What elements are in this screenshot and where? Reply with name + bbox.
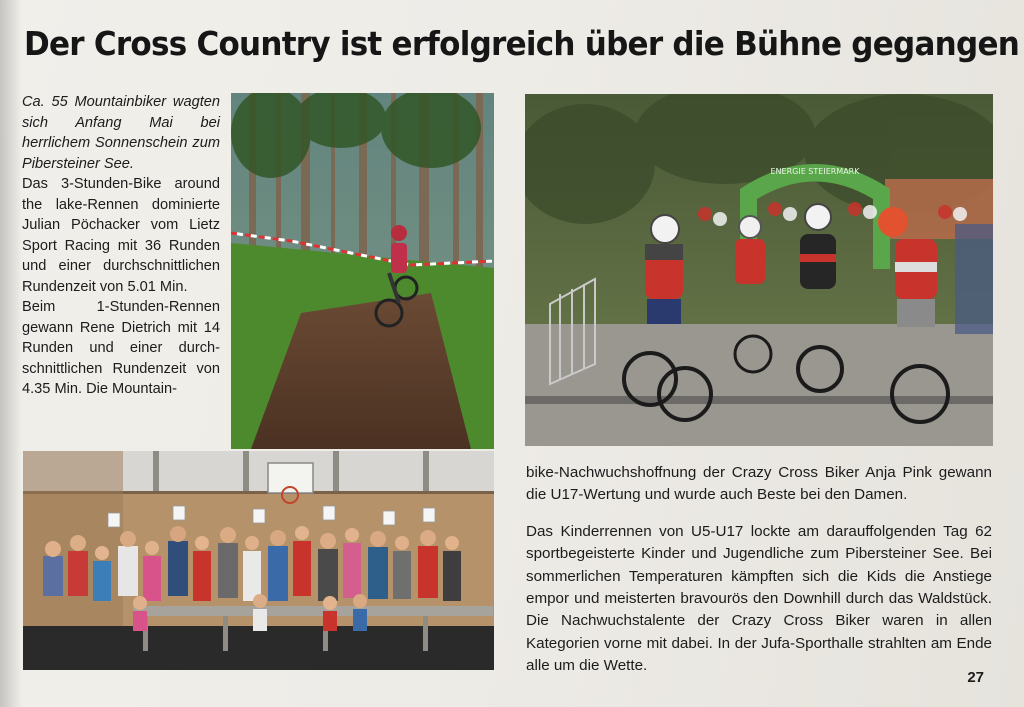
- arch-banner-text: ENERGIE STEIERMARK: [770, 167, 860, 176]
- article-left-column: [22, 92, 220, 400]
- article-headline: Der Cross Country ist erfolgreich über die Bühne gegangen: [24, 24, 1020, 63]
- article-paragraph-1: Das 3-Stunden-Bike around the lake-Rennen dominierte Julian Pöchacker vom Lietz Sport Racing mit 36 Runden und einer durchschnittlichen Rundenzeit von 5.01 Min.: [22, 176, 220, 295]
- article-paragraph-2-continued: bike-Nachwuchshoffnung der Crazy Cross Biker Anja Pink gewann die U17-Wertung und wurde auch Beste bei den Damen.: [526, 464, 992, 504]
- forest-trail-photo: [231, 93, 494, 449]
- kids-group-photo: [23, 451, 494, 670]
- article-right-column: [526, 462, 992, 692]
- page-number: 27: [967, 669, 984, 686]
- article-paragraph-2: Beim 1-Stunden-Rennen gewann Rene Dietrich mit 14 Runden und einer durchschnittlichen Rundenzeit von 4.35 Min. Die Mountain-: [22, 299, 220, 397]
- page-fold-shadow: [0, 0, 22, 707]
- race-start-photo: [525, 94, 993, 446]
- article-lead: Ca. 55 Mountainbiker wagten sich Anfang Mai bei herrlichem Sonnenschein zum Pibersteiner See.: [22, 94, 220, 172]
- article-paragraph-3: Das Kinderrennen von U5-U17 lockte am darauffolgenden Tag 62 sportbegeisterte Kinder und Jugendliche zum Pibersteiner See. Bei sommerlichen Temperaturen kämpften sich die Kids die Anstiege empor und meisterten bravourös den Downhill durch das Waldstück. Die Nachwuchstalente der Crazy Cross Biker waren in allen Kategorien vorne mit dabei. In der Jufa-Sporthalle strahlten am Ende alle um die Wette.: [526, 522, 992, 675]
